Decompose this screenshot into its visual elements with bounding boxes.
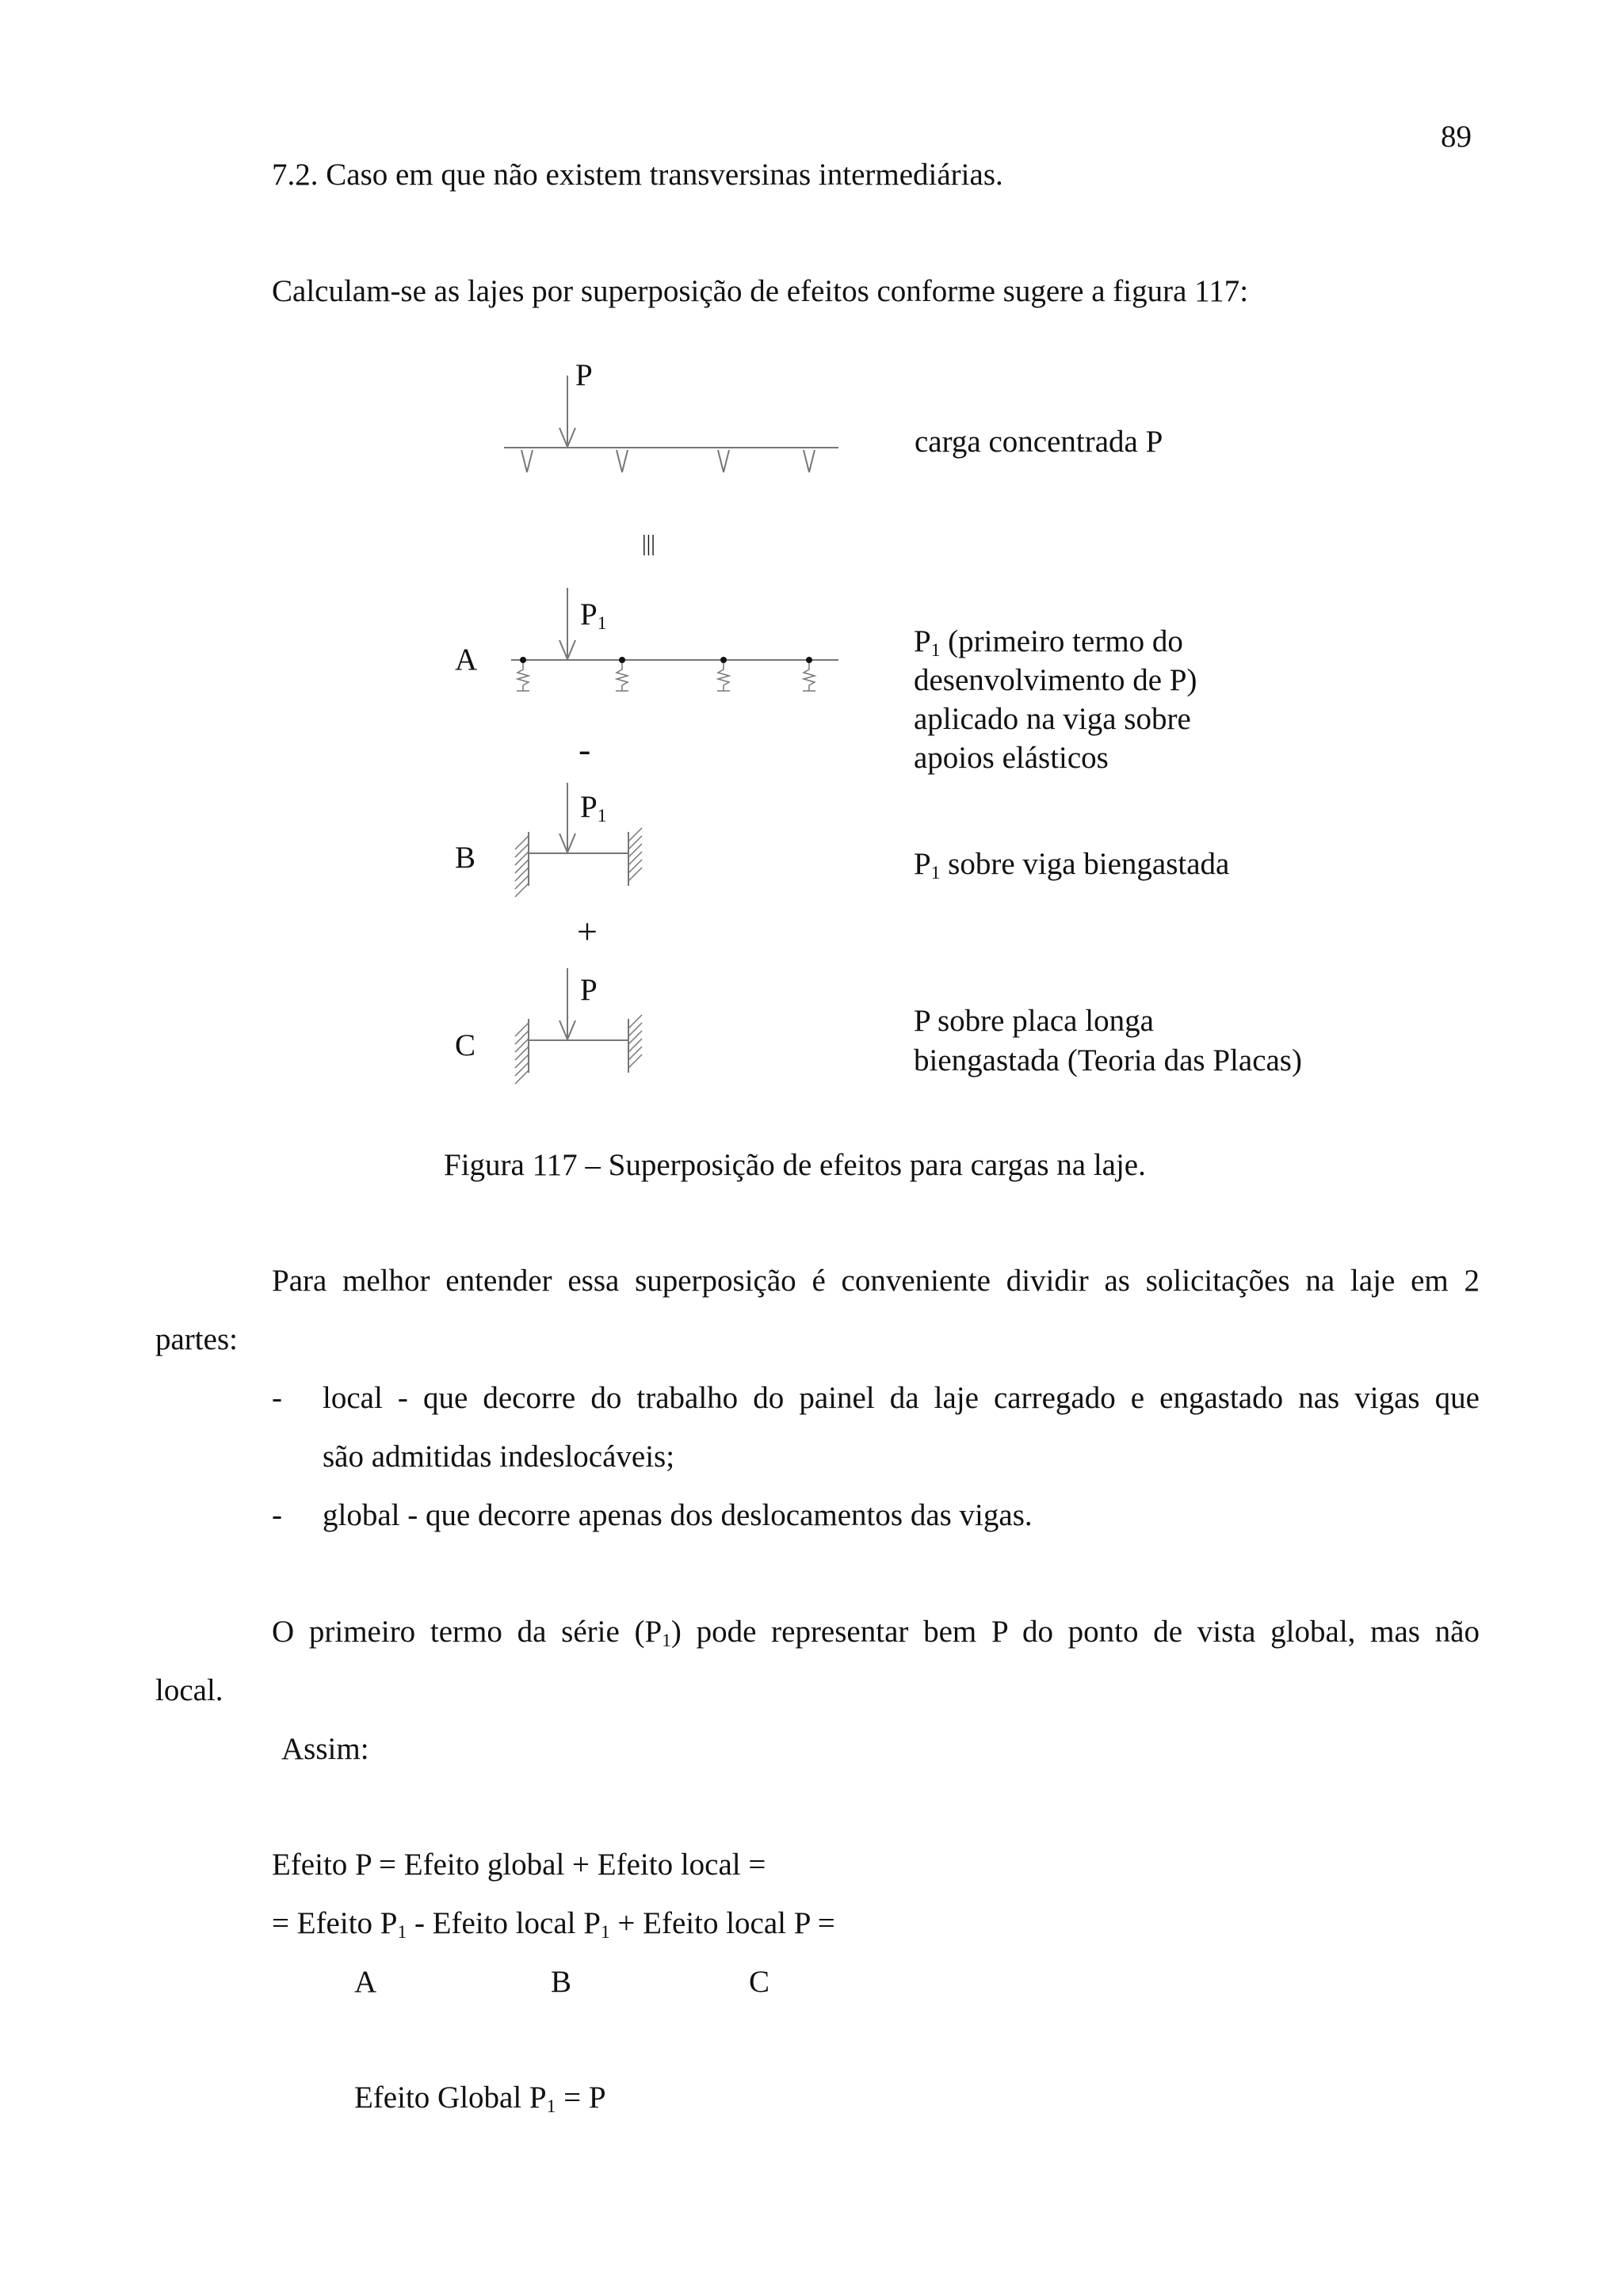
equivalence-symbol: ||| — [642, 532, 655, 556]
bullet-2-line-1: global - que decorre apenas dos deslocamentos das vigas. — [323, 1498, 1033, 1532]
row-c-diagram — [515, 968, 642, 1084]
equation-label-b: B — [551, 1965, 572, 1999]
row-a-node-4 — [806, 657, 812, 663]
equation-label-c: C — [749, 1965, 770, 1999]
row-a-spring-4 — [803, 663, 815, 691]
top-beam-diagram — [504, 376, 838, 472]
equation-label-a: A — [354, 1965, 377, 1999]
row-b-description: $P_1$ sobre viga biengastada — [914, 847, 1230, 883]
row-c-load-label: P — [580, 973, 598, 1007]
paragraph-2-line-1: O primeiro termo da série $(P_1)$ pode representar bem P do ponto de vista global, mas não — [272, 1615, 1480, 1651]
paragraph-1-line-2: partes: — [155, 1322, 238, 1356]
paragraph-1-line-1: Para melhor entender essa superposição é conveniente dividir as solicitações na laje em 2 — [272, 1264, 1480, 1298]
plus-symbol: + — [577, 911, 598, 952]
row-b-diagram — [515, 783, 642, 897]
row-c-letter: C — [455, 1028, 476, 1062]
intro-paragraph: Calculam-se as lajes por superposição de efeitos conforme sugere a figura 117: — [272, 274, 1249, 308]
row-c-left-hatch — [515, 1023, 529, 1084]
assim-text: Assim: — [281, 1732, 369, 1766]
row-b-left-hatch — [515, 836, 529, 897]
section-heading: 7.2. Caso em que não existem transversinas intermediárias. — [272, 158, 1003, 192]
row-c-right-hatch — [628, 1015, 642, 1068]
top-load-label: P — [575, 358, 593, 392]
row-b-load-label: $P_1$ — [580, 790, 607, 826]
row-a-description: $P_1$ (primeiro termo do desenvolvimento de P) aplicado na viga sobre apoios elásticos — [914, 624, 1197, 775]
equation-line-1: Efeito P = Efeito global + Efeito local = — [272, 1848, 766, 1882]
row-a-spring-1 — [517, 663, 529, 691]
row-c-description: P sobre placa longa biengastada (Teoria das Placas) — [914, 1004, 1302, 1077]
row-a-node-2 — [619, 657, 625, 663]
top-support-1 — [521, 450, 533, 472]
row-a-diagram — [511, 588, 838, 691]
row-b-letter: B — [455, 841, 476, 875]
row-a-spring-2 — [616, 663, 628, 691]
top-support-3 — [718, 450, 729, 472]
row-a-node-1 — [520, 657, 526, 663]
paragraph-2-line-2: local. — [155, 1673, 223, 1707]
equation-line-3: Efeito Global $P_1 = P$ — [354, 2081, 606, 2117]
top-description: carga concentrada P — [915, 425, 1163, 459]
equation-line-2: = Efeito $P_1$ - Efeito local $P_1$ + Efeito local P = — [272, 1906, 835, 1943]
bullet-1-dash: - — [272, 1381, 282, 1415]
bullet-1-line-2: são admitidas indeslocáveis; — [323, 1440, 675, 1474]
page-number: 89 — [1441, 120, 1472, 154]
row-b-right-hatch — [628, 828, 642, 881]
minus-symbol: - — [579, 729, 591, 769]
row-a-load-label: $P_1$ — [580, 597, 607, 634]
bullet-1-line-1: local - que decorre do trabalho do painel da laje carregado e engastado nas vigas que — [323, 1381, 1480, 1415]
row-a-node-3 — [720, 657, 727, 663]
row-a-spring-3 — [717, 663, 730, 691]
row-a-letter: A — [455, 643, 478, 677]
figure-caption: Figura 117 – Superposição de efeitos para cargas na laje. — [444, 1148, 1146, 1182]
top-support-4 — [804, 450, 815, 472]
bullet-2-dash: - — [272, 1498, 282, 1532]
top-support-2 — [617, 450, 628, 472]
